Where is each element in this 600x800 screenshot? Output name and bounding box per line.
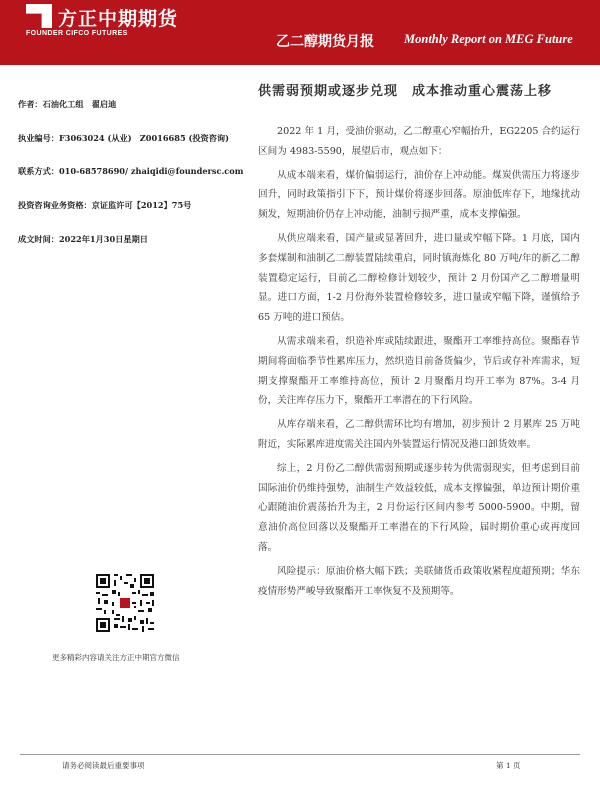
license-number: 执业编号：F3063024 (从业) Z0016685 (投资咨询) xyxy=(18,133,229,143)
paragraph-cost: 从成本端来看，煤价偏弱运行，油价存上冲动能。煤炭供需压力将逐步回升，同时政策指引下下，预计煤价将逐步回落。原油低库存下，地缘扰动频发，短期油价仍存上冲动能，油制亏损严重，成本支撑偏强。 xyxy=(258,169,580,221)
contact-info[interactable]: 联系方式：010-68578690/ zhaiqidi@foundersc.com xyxy=(18,166,244,176)
report-type-cn: 乙二醇期货月报 xyxy=(276,34,374,50)
qualification-info: 投资咨询业务资格：京证监许可【2012】75号 xyxy=(18,200,192,210)
wechat-qr-code[interactable] xyxy=(94,572,156,634)
footer-disclaimer: 请务必阅读最后重要事项 xyxy=(62,761,145,770)
paragraph-summary: 综上，2 月份乙二醇供需弱预期或逐步转为供需弱现实，但考虑到目前国际油价仍维持强势，油制生产效益较低，成本支撑偏强，单边预计期价重心跟随油价震荡抬升为主，2 月份运行区间内参考 5000-5900。中期，留意油价高位回落以及聚酯开工率潜在的下行风险，届时期价重心或再度回落。 xyxy=(258,462,580,553)
report-body xyxy=(258,122,580,605)
report-title: 供需弱预期或逐步兑现 成本推动重心震荡上移 xyxy=(258,84,553,99)
publish-date: 成文时间：2022年1月30日星期日 xyxy=(18,234,148,244)
paragraph-demand: 从需求端来看，织造补库或陆续跟进，聚酯开工率维持高位。聚酯春节期间将面临季节性累库压力，然织造目前备货偏少，节后或存补库需求，短期支撑聚酯开工率维持高位，预计 2 月聚酯月均开工率为 87%。3-4 月份，关注库存压力下，聚酯开工率潜在的下行风险。 xyxy=(258,335,580,407)
qr-caption: 更多精彩内容请关注方正中期官方微信 xyxy=(52,653,180,662)
paragraph-intro: 2022 年 1 月，受油价驱动，乙二醇重心窄幅抬升，EG2205 合约运行区间为 4983-5590，展望后市，观点如下： xyxy=(258,126,580,157)
qr-code-icon xyxy=(94,572,156,634)
author-info: 作者：石油化工组 翟启迪 xyxy=(18,99,117,109)
report-type-en: Monthly Report on MEG Future xyxy=(404,32,573,46)
logo-mark-icon xyxy=(26,4,52,28)
header-bar xyxy=(0,0,600,65)
logo-brand-cn: 方正中期期货 xyxy=(58,8,179,30)
paragraph-risk: 风险提示：原油价格大幅下跌；美联储货币政策收紧程度超预期；华东疫情形势严峻导致聚酯开工率恢复不及预期等。 xyxy=(258,565,580,597)
logo-brand-en: FOUNDER CIFCO FUTURES xyxy=(26,30,128,37)
page-number: 第 1 页 xyxy=(496,761,521,770)
footer-divider xyxy=(20,754,580,755)
paragraph-inventory: 从库存端来看，乙二醇供需环比均有增加，初步预计 2 月累库 25 万吨附近，实际累库进度需关注国内外装置运行情况及港口卸货效率。 xyxy=(258,419,580,450)
paragraph-supply: 从供应端来看，国产量或显著回升，进口量或窄幅下降。1 月底，国内多套煤制和油制乙二醇装置陆续重启，同时镇海炼化 80 万吨/年的新乙二醇装置稳定运行，目前乙二醇检修计划较少，预计 2 月份国产乙二醇增量明显。进口方面，1-2 月份海外装置检修较多，进口量或窄幅下降，谨慎给予 65 万吨的进口预估。 xyxy=(258,232,580,324)
